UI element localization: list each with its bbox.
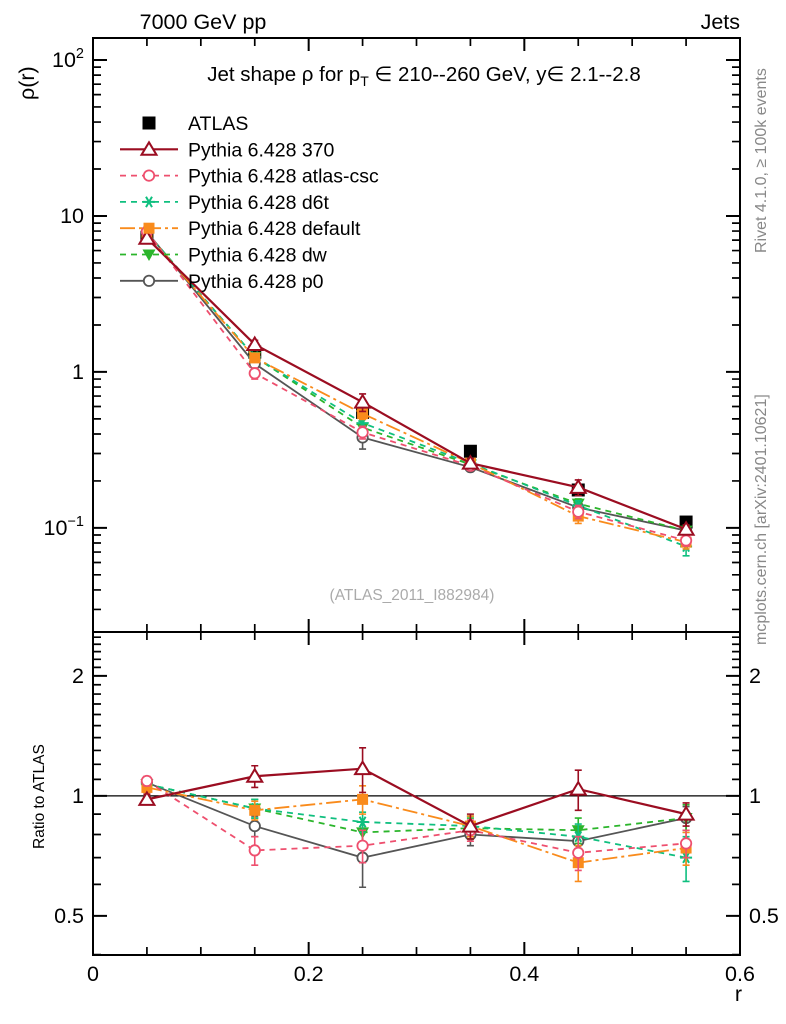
legend-label: Pythia 6.428 370 <box>188 139 335 162</box>
plot-title-pre: Jet shape ρ for p <box>207 63 361 86</box>
legend-item-pythia-6-428-dw <box>120 245 328 267</box>
legend-item-pythia-6-428-370 <box>120 139 335 161</box>
legend-item-pythia-6-428-p0 <box>120 271 324 293</box>
main-y-tick-label: $10^2$ <box>52 46 84 73</box>
rivet-version-note: Rivet 4.1.0, ≥ 100k events <box>753 68 770 253</box>
data-marker <box>143 117 156 130</box>
legend-label: Pythia 6.428 atlas-csc <box>188 165 379 188</box>
data-marker <box>249 352 260 363</box>
data-marker <box>681 838 691 848</box>
plot-title-post: ∈ 210--260 GeV, y∈ 2.1--2.8 <box>368 63 641 86</box>
ratio-y-tick-label-left: 0.5 <box>54 903 84 928</box>
x-tick-label: 0.2 <box>293 962 324 986</box>
ratio-y-tick-label-left: 2 <box>72 663 84 688</box>
beam-energy-label: 7000 GeV pp <box>139 10 267 34</box>
axes <box>44 38 779 986</box>
main-y-tick-label: 1 <box>72 359 84 384</box>
data-marker <box>355 762 370 775</box>
legend <box>120 113 379 293</box>
data-marker <box>571 782 586 795</box>
ratio-y-tick-label-right: 1 <box>749 783 761 808</box>
main-y-axis-title: ρ(r) <box>15 66 39 100</box>
series-curve <box>147 783 686 858</box>
data-marker <box>250 368 260 378</box>
legend-label: Pythia 6.428 dw <box>188 244 327 267</box>
data-marker <box>249 805 260 816</box>
legend-label: Pythia 6.428 default <box>188 218 361 241</box>
legend-item-pythia-6-428-d6t <box>120 192 330 214</box>
data-marker <box>250 821 260 831</box>
legend-label: Pythia 6.428 d6t <box>188 191 329 214</box>
data-marker <box>357 794 368 805</box>
data-marker <box>573 506 583 516</box>
ratio-y-axis-title: Ratio to ATLAS <box>31 744 48 849</box>
data-marker <box>144 223 155 234</box>
watermark: (ATLAS_2011_I882984) <box>329 587 495 604</box>
ratio-y-tick-label-right: 0.5 <box>749 903 779 928</box>
legend-item-pythia-6-428-default <box>120 218 361 240</box>
legend-label: Pythia 6.428 p0 <box>188 270 324 293</box>
data-series <box>139 226 693 887</box>
legend-item-atlas <box>143 113 249 135</box>
data-marker <box>357 840 367 850</box>
data-marker <box>355 395 370 408</box>
data-marker <box>142 776 152 786</box>
data-marker <box>144 276 154 286</box>
ratio-y-tick-label-right: 2 <box>749 663 761 688</box>
series-curve <box>147 787 686 862</box>
legend-item-pythia-6-428-atlas-csc <box>120 166 379 188</box>
main-y-tick-label: $10^{-1}$ <box>43 513 84 540</box>
analysis-group-label: Jets <box>700 10 740 34</box>
data-marker <box>681 535 691 545</box>
x-tick-label: 0.6 <box>725 962 755 986</box>
legend-label: ATLAS <box>188 113 249 135</box>
data-marker <box>143 197 155 207</box>
series-curve <box>147 784 686 832</box>
series-pythia-6-428-p0 <box>142 227 692 888</box>
data-marker <box>357 427 367 437</box>
x-tick-label: 0.4 <box>509 962 540 986</box>
data-marker <box>250 845 260 855</box>
ratio-y-tick-label-left: 1 <box>72 783 84 808</box>
x-tick-label: 0 <box>87 962 99 986</box>
main-y-tick-label: 10 <box>60 203 84 228</box>
series-curve <box>147 769 686 826</box>
mcplots-source-note: mcplots.cern.ch [arXiv:2401.10621] <box>753 394 770 645</box>
plot-title <box>207 63 641 89</box>
data-marker <box>573 848 583 858</box>
x-axis-title: r <box>734 982 742 1006</box>
data-marker <box>144 170 154 180</box>
plot-title-sub: T <box>360 73 369 89</box>
series-pythia-6-428-370 <box>139 231 693 839</box>
